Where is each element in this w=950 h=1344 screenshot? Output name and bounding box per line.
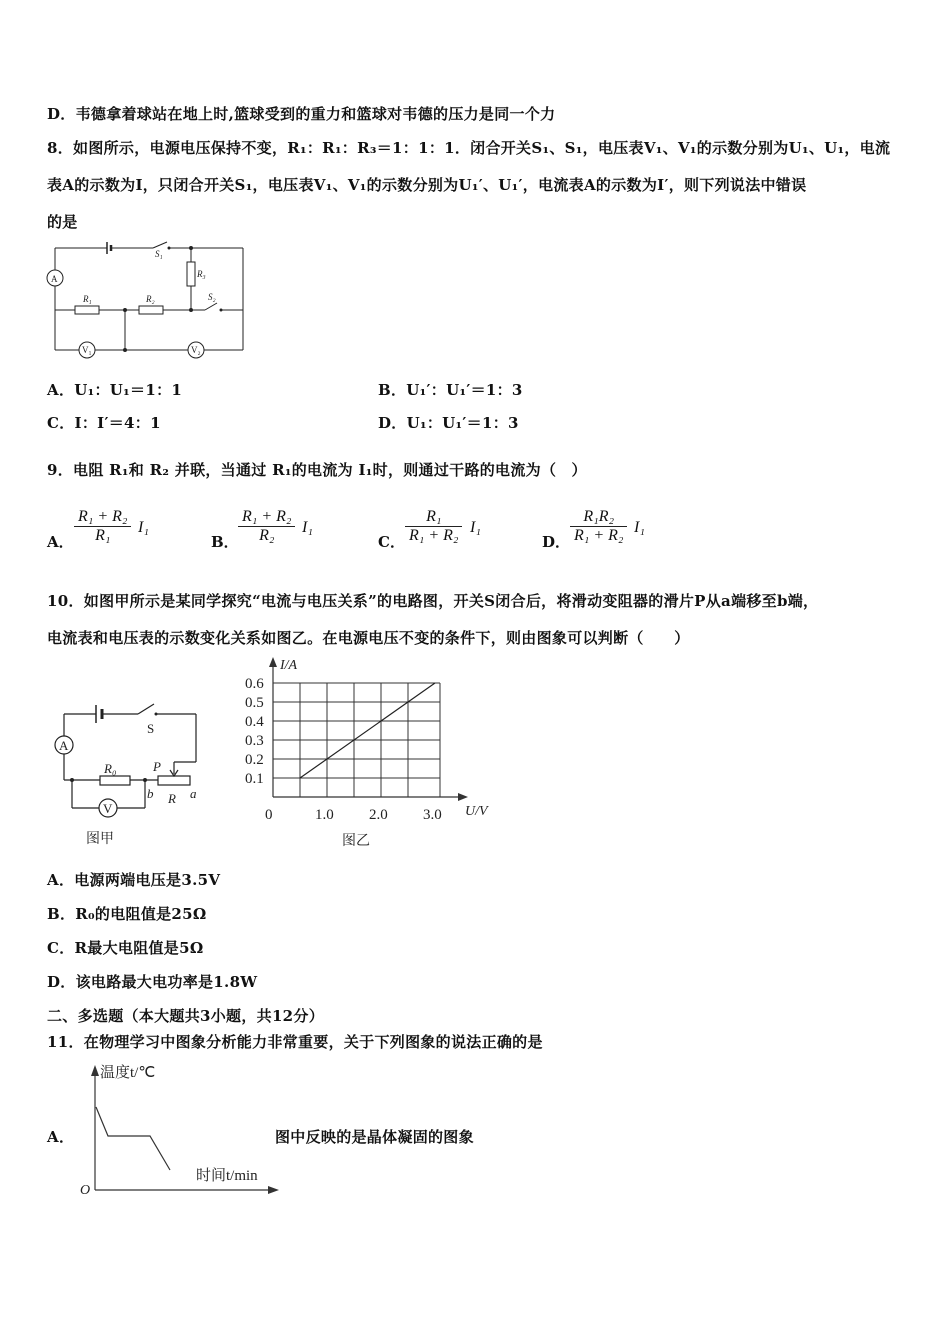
q8-label-r2: R₂ — [146, 294, 155, 304]
q8-label-r3: R₃ — [197, 269, 206, 279]
q11-temperature-time-graph — [74, 1060, 284, 1200]
q10-stem-line2: 电流表和电压表的示数变化关系如图乙。在电源电压不变的条件下，则由图象可以判断（ ） — [47, 629, 690, 647]
q11-graph-origin: O — [80, 1183, 91, 1198]
y-tick-label-3: 0.4 — [245, 714, 264, 730]
q8-label-s1: S₁ — [155, 249, 163, 259]
q10-option-c: C．R最大电阻值是5Ω — [47, 939, 204, 957]
q11-option-a-text: 图中反映的是晶体凝固的图象 — [275, 1128, 474, 1146]
q9-option-b-current: I₁ — [302, 519, 313, 536]
q9-option-b-label: B． — [211, 533, 239, 551]
q8-stem-line3: 的是 — [47, 213, 78, 231]
q8-stem-line2: 表A的示数为I，只闭合开关S₁，电压表V₁、V₁的示数分别为U₁′、U₁′，电流表A的示数为I′，则下列说法中错误 — [47, 176, 807, 194]
q9-option-a-label: A． — [47, 533, 74, 551]
q10-label-p: P — [153, 759, 161, 774]
y-tick-label-4: 0.5 — [245, 695, 264, 711]
q9-option-d-fraction — [570, 508, 627, 545]
q8-label-s2: S₂ — [208, 292, 216, 302]
x-tick-label-2: 2.0 — [369, 807, 388, 823]
q10-fig-b-caption: 图乙 — [342, 834, 370, 849]
q10-label-a: A — [59, 738, 69, 753]
q10-label-b: b — [147, 786, 154, 801]
q9-option-a-fraction — [74, 508, 131, 545]
q7-option-d: D．韦德拿着球站在地上时,篮球受到的重力和篮球对韦德的压力是同一个力 — [47, 105, 556, 123]
q9-option-b-numerator: R₁ + R₂ — [238, 508, 295, 527]
chart-x-axis-label: U/V — [465, 804, 488, 819]
x-tick-label-0: 0 — [265, 807, 273, 823]
x-tick-label-3: 3.0 — [423, 807, 442, 823]
q9-option-a-current: I₁ — [138, 519, 149, 536]
q10-option-b: B．R₀的电阻值是25Ω — [47, 905, 207, 923]
q11-option-a-label: A． — [47, 1128, 75, 1146]
q8-label-v1: V₁ — [82, 345, 92, 355]
chart-grid — [273, 683, 440, 797]
q10-label-s: S — [147, 721, 155, 736]
q9-option-d-current: I₁ — [634, 519, 645, 536]
q11-graph-x-label: 时间t/min — [196, 1168, 258, 1184]
q8-option-d: D．U₁：U₁′＝1：3 — [378, 414, 519, 432]
q8-label-v2: V₂ — [191, 345, 201, 355]
q9-stem: 9．电阻 R₁和 R₂ 并联，当通过 R₁的电流为 I₁时，则通过干路的电流为（ ） — [47, 461, 587, 479]
q10-stem-line1: 10．如图甲所示是某同学探究“电流与电压关系”的电路图，开关S闭合后，将滑动变阻器的滑片P从a端移至b端， — [47, 592, 819, 610]
q9-option-b-denominator: R₂ — [259, 527, 275, 544]
q9-option-d-label: D． — [542, 533, 571, 551]
q10-iu-chart — [230, 655, 520, 855]
y-tick-label-5: 0.6 — [245, 676, 264, 692]
q9-option-c-fraction — [405, 508, 462, 545]
chart-tick-labels — [245, 676, 442, 823]
q10-label-r: R — [168, 791, 176, 806]
q8-option-c: C．I：I′＝4：1 — [47, 414, 161, 432]
q9-option-c-denominator: R₁ + R₂ — [409, 527, 459, 544]
q8-label-a: A — [51, 274, 58, 284]
q9-option-d-denominator: R₁ + R₂ — [574, 527, 624, 544]
q9-option-d-numerator: R₁R₂ — [570, 508, 627, 527]
y-tick-label-0: 0.1 — [245, 771, 264, 787]
q9-option-c-current: I₁ — [470, 519, 481, 536]
q10-label-v: V — [103, 801, 113, 816]
q8-circuit-diagram — [45, 240, 255, 358]
q10-label-r0: R₀ — [104, 761, 117, 776]
q10-fig-a-caption: 图甲 — [86, 832, 114, 847]
q11-graph-y-label: 温度t/℃ — [100, 1065, 156, 1081]
series-line-0 — [300, 683, 435, 778]
section-2-heading: 二、多选题（本大题共3小题，共12分） — [47, 1007, 325, 1025]
q9-option-b-fraction — [238, 508, 295, 545]
q11-curve — [96, 1107, 170, 1170]
q8-stem-line1: 8．如图所示，电源电压保持不变，R₁：R₁：R₃＝1：1：1．闭合开关S₁、S₁，电压表V₁、V₁的示数分别为U₁、U₁，电流 — [47, 139, 891, 157]
q9-option-c-numerator: R₁ — [405, 508, 462, 527]
q11-stem: 11．在物理学习中图象分析能力非常重要，关于下列图象的说法正确的是 — [47, 1033, 543, 1051]
q10-option-d: D．该电路最大电功率是1.8W — [47, 973, 258, 991]
chart-series — [300, 683, 435, 778]
x-tick-label-1: 1.0 — [315, 807, 334, 823]
q9-option-a-numerator: R₁ + R₂ — [74, 508, 131, 527]
y-tick-label-1: 0.2 — [245, 752, 264, 768]
chart-y-axis-label: I/A — [280, 658, 298, 673]
q8-option-b: B．U₁′：U₁′＝1：3 — [378, 381, 523, 399]
q9-option-a-denominator: R₁ — [95, 527, 111, 544]
chart-axes — [269, 657, 468, 801]
y-tick-label-2: 0.3 — [245, 733, 264, 749]
q10-circuit-diagram — [50, 700, 210, 850]
q8-label-r1: R₁ — [83, 294, 92, 304]
q8-option-a: A．U₁：U₁＝1：1 — [47, 381, 183, 399]
q9-option-c-label: C． — [378, 533, 405, 551]
q10-label-a-end: a — [190, 786, 197, 801]
q10-option-a: A．电源两端电压是3.5V — [47, 871, 221, 889]
